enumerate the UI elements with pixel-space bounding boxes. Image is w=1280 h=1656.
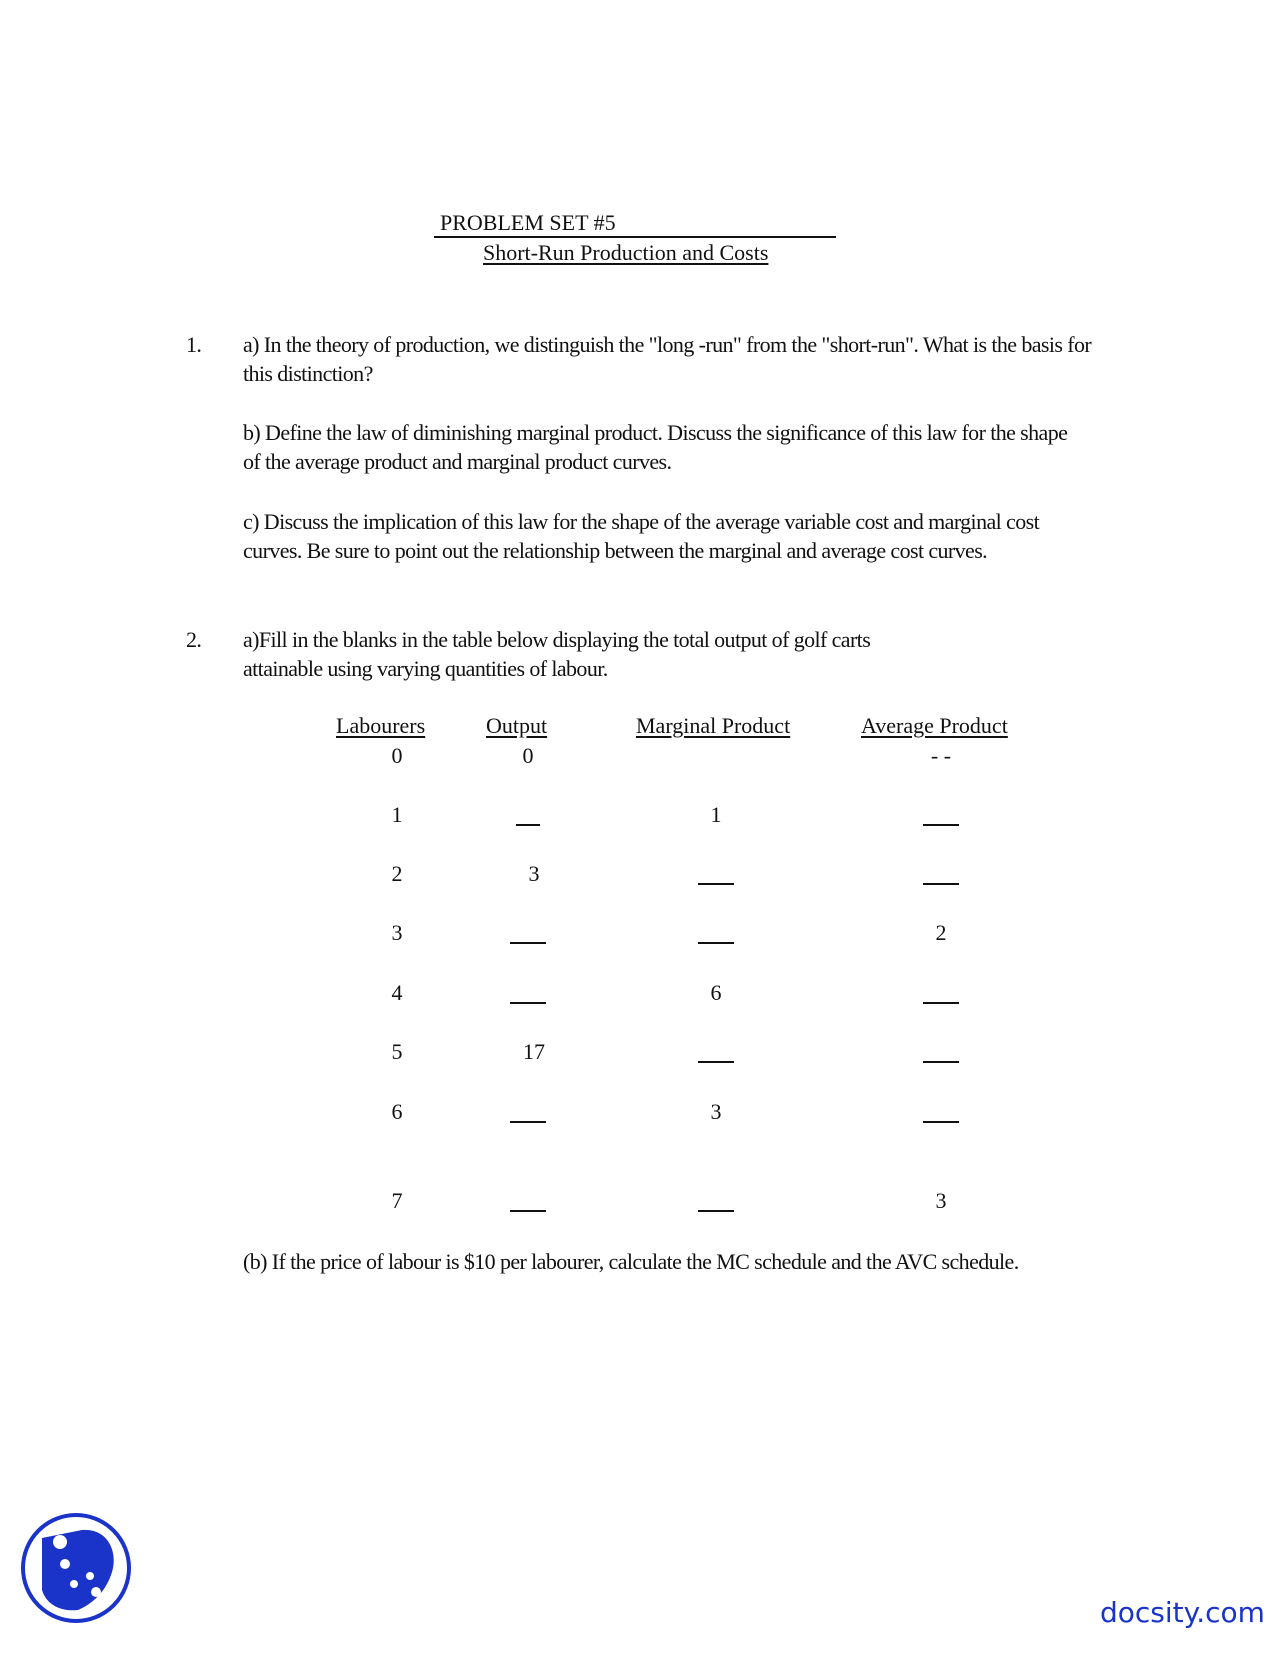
table-cell-output: 0 bbox=[522, 743, 534, 768]
question-1c: c) Discuss the implication of this law for the shape of the average variable cost and marginal cost curves. Be sure to point out the relationship between the marginal and average cost curves. bbox=[243, 509, 1040, 563]
table-cell-average-product: - - bbox=[930, 743, 952, 768]
question-2a: a)Fill in the blanks in the table below displaying the total output of golf carts attainable using varying quantities of labour. bbox=[243, 627, 871, 681]
question-2b: (b) If the price of labour is $10 per labourer, calculate the MC schedule and the AVC schedule. bbox=[243, 1249, 1019, 1274]
question-1a: a) In the theory of production, we distinguish the "long -run" from the "short-run". What is the basis for this distinction? bbox=[243, 332, 1092, 386]
page-subtitle: Short-Run Production and Costs bbox=[483, 240, 769, 265]
blank-line bbox=[698, 1210, 734, 1212]
table-cell-labourers: 7 bbox=[391, 1188, 403, 1213]
docsity-ladybug-logo-icon bbox=[20, 1512, 132, 1624]
table-cell-marginal-product: 6 bbox=[710, 980, 722, 1005]
table-cell-average-product: 3 bbox=[935, 1188, 947, 1213]
blank-line bbox=[698, 1061, 734, 1063]
blank-line bbox=[923, 1002, 959, 1004]
table-cell-output bbox=[483, 980, 573, 1006]
table-cell-labourers: 5 bbox=[391, 1039, 403, 1064]
table-cell-output: 3 bbox=[528, 861, 540, 886]
docsity-brand-text[interactable]: docsity.com bbox=[1100, 1596, 1265, 1629]
blank-line bbox=[510, 1002, 546, 1004]
table-cell-average-product bbox=[896, 1099, 986, 1125]
blank-line bbox=[698, 883, 734, 885]
blank-line bbox=[510, 1210, 546, 1212]
table-cell-average-product bbox=[896, 861, 986, 887]
table-cell-average-product: 2 bbox=[935, 920, 947, 945]
table-cell-marginal-product bbox=[671, 861, 761, 887]
table-cell-labourers: 6 bbox=[391, 1099, 403, 1124]
table-cell-average-product bbox=[896, 1039, 986, 1065]
table-cell-average-product bbox=[896, 980, 986, 1006]
table-cell-marginal-product bbox=[671, 920, 761, 946]
table-cell-labourers: 1 bbox=[391, 802, 403, 827]
question-1b: b) Define the law of diminishing marginal product. Discuss the significance of this law for the shape of the average product and marginal product curves. bbox=[243, 420, 1068, 474]
table-cell-marginal-product bbox=[671, 1039, 761, 1065]
table-cell-marginal-product: 1 bbox=[710, 802, 722, 827]
blank-line bbox=[923, 883, 959, 885]
table-cell-marginal-product bbox=[671, 1188, 761, 1214]
blank-line bbox=[698, 942, 734, 944]
question-number: 2. bbox=[186, 627, 202, 652]
blank-line bbox=[516, 824, 540, 826]
blank-line bbox=[923, 824, 959, 826]
table-cell-output: 17 bbox=[523, 1039, 545, 1064]
table-header-labourers: Labourers bbox=[336, 713, 426, 738]
table-cell-labourers: 2 bbox=[391, 861, 403, 886]
title-text: PROBLEM SET #5 bbox=[440, 210, 616, 235]
table-cell-labourers: 4 bbox=[391, 980, 403, 1005]
table-cell-output bbox=[483, 1099, 573, 1125]
table-cell-output bbox=[483, 920, 573, 946]
question-number: 1. bbox=[186, 332, 202, 357]
table-cell-average-product bbox=[896, 802, 986, 828]
table-cell-marginal-product: 3 bbox=[710, 1099, 722, 1124]
table-cell-output bbox=[483, 802, 573, 828]
table-cell-labourers: 0 bbox=[391, 743, 403, 768]
table-header-average-product: Average Product bbox=[861, 713, 1008, 738]
blank-line bbox=[510, 942, 546, 944]
table-header-marginal-product: Marginal Product bbox=[636, 713, 791, 738]
blank-line bbox=[923, 1061, 959, 1063]
blank-line bbox=[510, 1121, 546, 1123]
table-cell-output bbox=[483, 1188, 573, 1214]
blank-line bbox=[923, 1121, 959, 1123]
table-header-output: Output bbox=[486, 713, 548, 738]
table-cell-labourers: 3 bbox=[391, 920, 403, 945]
